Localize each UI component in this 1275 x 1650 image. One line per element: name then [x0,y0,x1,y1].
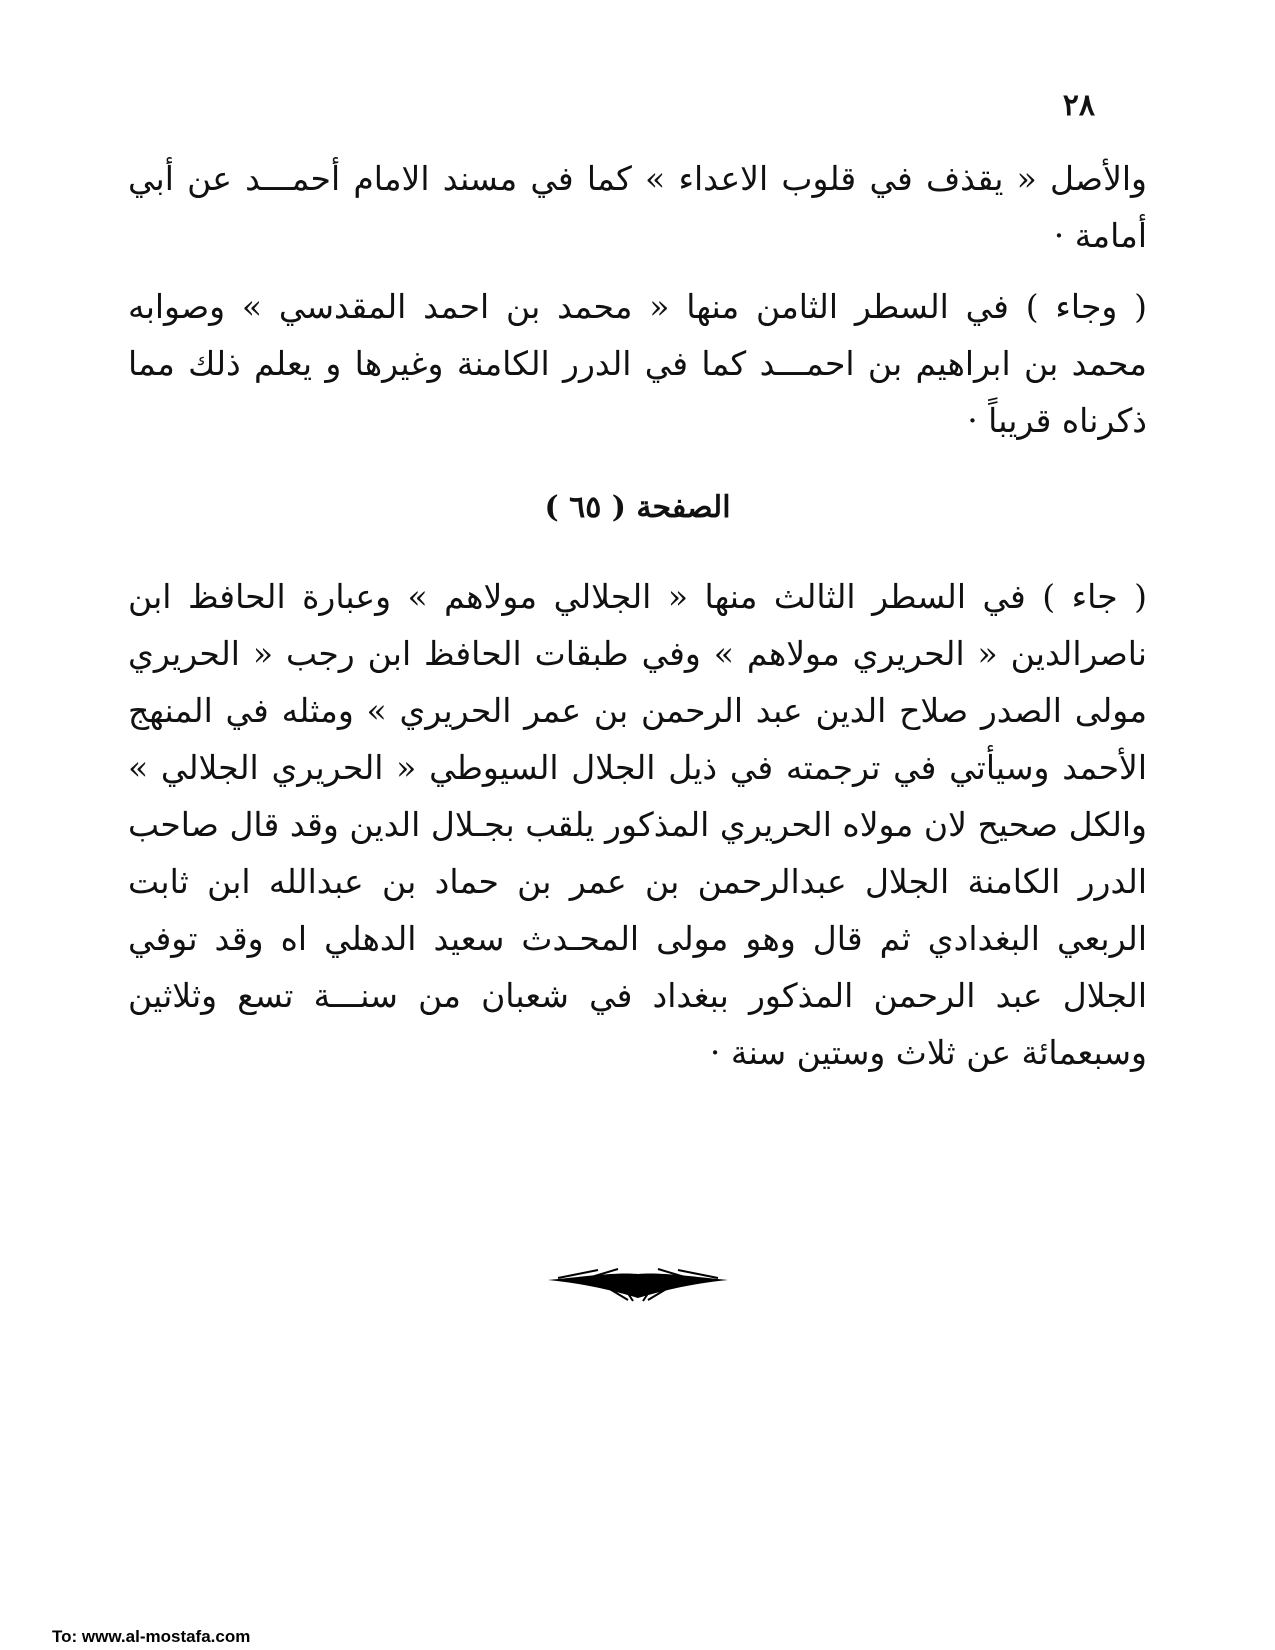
page-number: ٢٨ [1062,88,1095,123]
section-paragraph-text: ( جاء ) في السطر الثالث منها « الجلالي مولاهم » وعبارة الحافظ ابن ناصرالدين « الحريري مولاهم » وفي طبقات الحافظ ابن رجب « الحريري مولى الصدر صلاح الدين عبد الرحمن بن عمر الحريري » ومثله في المنهج الأحمد وسيأتي في ترجمته في ذيل الجلال السيوطي « الحريري الجلالي » والكل صحيح لان مولاه الحريري المذكور يلقب بجـلال الدين وقد قال صاحب الدرر الكامنة الجلال عبدالرحمن بن عمر بن حماد بن عبدالله ابن ثابت الربعي البغدادي ثم قال وهو مولى المحـدث سعيد الدهلي اه وقد توفي الجلال عبد الرحمن المذكور ببغداد في شعبان من سنـــة تسع وثلاثين وسبعمائة عن ثلاث وستين سنة · [128,577,1147,1072]
paragraph-2 [128,278,1147,449]
paragraph-2-text: ( وجاء ) في السطر الثامن منها « محمد بن احمد المقدسي » وصوابه محمد بن ابراهيم بن احمـــد كما في الدرر الكامنة وغيرها و يعلم ذلك مما ذكرناه قريباً · [128,287,1147,440]
paragraph-1-text: والأصل « يقذف في قلوب الاعداء » كما في مسند الامام أحمـــد عن أبي أمامة · [128,159,1147,255]
section-heading: الصفحة ( ٦٥ ) [544,490,731,525]
section-paragraph [128,568,1147,1081]
paragraph-1 [128,150,1147,264]
decorative-flourish-icon [0,1268,1275,1308]
decorative-flourish-svg [538,1268,738,1302]
footer-credit: To: www.al-mostafa.com [52,1627,251,1646]
